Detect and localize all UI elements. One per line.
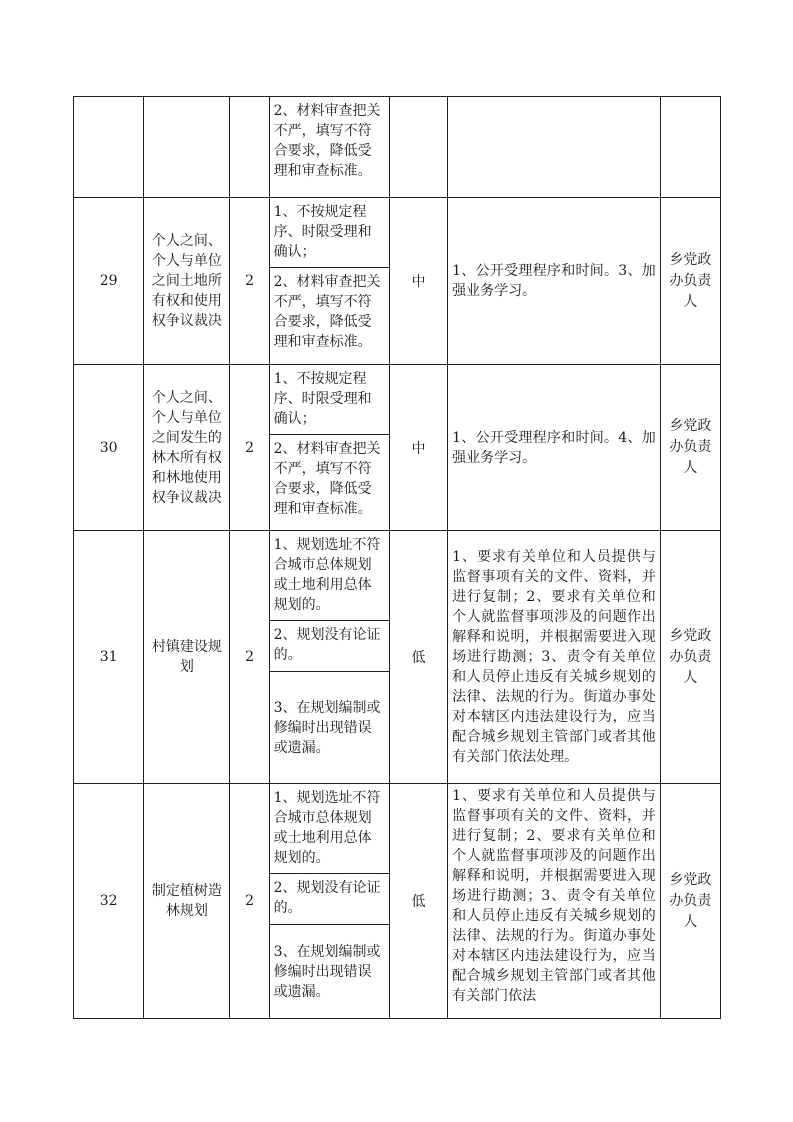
risk-point: 2、材料审查把关不严，填写不符合要求，降低受理和审查标准。 [273,441,381,517]
risk-point: 3、在规划编制或修编时出现错误或遗漏。 [273,700,381,756]
responsible-person: 乡党政办负责人 [660,531,720,784]
prevention-measures: 1、公开受理程序和时间。4、加强业务学习。 [448,365,661,531]
table-row [74,365,721,531]
risk-points [269,531,389,784]
risk-points [269,784,389,1019]
item-name [144,97,230,198]
risk-points [269,365,389,531]
prevention-measures: 1、公开受理程序和时间。3、加强业务学习。 [448,198,661,365]
risk-degree: 中 [389,198,447,365]
risk-point: 3、在规划编制或修编时出现错误或遗漏。 [273,944,381,1000]
risk-level: 2 [230,784,269,1019]
risk-level: 2 [230,198,269,365]
risk-point: 2、材料审查把关不严，填写不符合要求，降低受理和审查标准。 [273,274,381,350]
risk-level: 2 [230,531,269,784]
row-number [74,97,144,198]
risk-points [269,198,389,365]
table-row [74,198,721,365]
risk-degree [389,97,447,198]
responsible-person: 乡党政办负责人 [660,784,720,1019]
risk-point: 1、不按规定程序、时限受理和确认； [270,365,389,435]
risk-level [230,97,269,198]
risk-level: 2 [230,365,269,531]
risk-point: 2、材料审查把关不严，填写不符合要求，降低受理和审查标准。 [273,103,381,179]
responsible-person: 乡党政办负责人 [660,365,720,531]
row-number: 31 [74,531,144,784]
responsible-person: 乡党政办负责人 [660,198,720,365]
risk-point: 2、规划没有论证的。 [270,874,389,925]
risk-point: 2、规划没有论证的。 [270,621,389,672]
item-name: 个人之间、个人与单位之间发生的林木所有权和林地使用权争议裁决 [144,365,230,531]
risk-point: 1、规划选址不符合城市总体规划或土地利用总体规划的。 [270,784,389,874]
item-name: 个人之间、个人与单位之间土地所有权和使用权争议裁决 [144,198,230,365]
risk-points [269,97,389,198]
item-name: 村镇建设规划 [144,531,230,784]
risk-degree: 低 [389,531,447,784]
row-number: 32 [74,784,144,1019]
risk-point: 1、规划选址不符合城市总体规划或土地利用总体规划的。 [270,531,389,621]
row-number: 30 [74,365,144,531]
table-row [74,531,721,784]
prevention-measures [448,97,661,198]
prevention-measures: 1、要求有关单位和人员提供与监督事项有关的文件、资料，并进行复制；2、要求有关单位和个人就监督事项涉及的问题作出解释和说明，并根据需要进入现场进行勘测；3、责令有关单位和人员停止违反有关城乡规划的法律、法规的行为。街道办事处对本辖区内违法建设行为，应当配合城乡规划主管部门或者其他有关部门依法 [448,784,661,1019]
responsible-person [660,97,720,198]
table-row [74,97,721,198]
row-number: 29 [74,198,144,365]
risk-table [73,96,721,1019]
item-name: 制定植树造林规划 [144,784,230,1019]
risk-degree: 中 [389,365,447,531]
risk-point: 1、不按规定程序、时限受理和确认； [270,198,389,268]
risk-degree: 低 [389,784,447,1019]
prevention-measures: 1、要求有关单位和人员提供与监督事项有关的文件、资料，并进行复制；2、要求有关单位和个人就监督事项涉及的问题作出解释和说明，并根据需要进入现场进行勘测；3、责令有关单位和人员停止违反有关城乡规划的法律、法规的行为。街道办事处对本辖区内违法建设行为，应当配合城乡规划主管部门或者其他有关部门依法处理。 [448,531,661,784]
table-row [74,784,721,1019]
